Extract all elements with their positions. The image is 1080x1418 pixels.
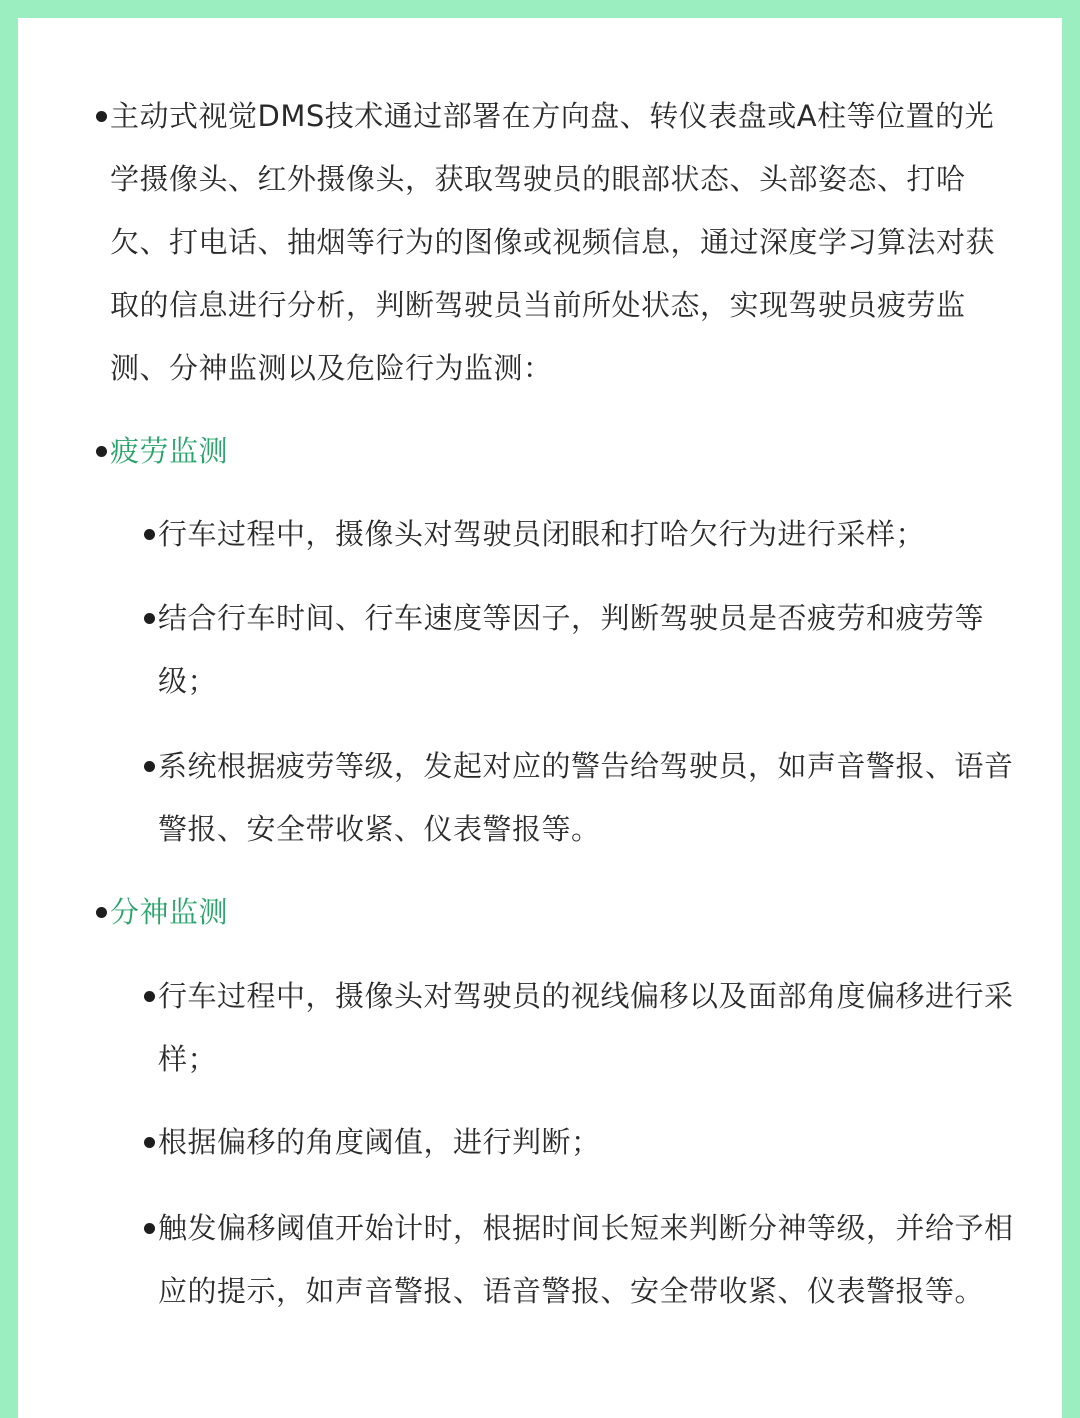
list-item — [158, 503, 1018, 566]
list-item-text: 行车过程中，摄像头对驾驶员闭眼和打哈欠行为进行采样； — [158, 517, 926, 551]
list-item-text: 行车过程中，摄像头对驾驶员的视线偏移以及面部角度偏移进行采样； — [158, 979, 1014, 1076]
bullet-dot — [144, 1223, 155, 1234]
section-heading-distraction — [110, 881, 1020, 944]
bullet-dot — [96, 907, 107, 918]
list-item-text: 根据偏移的角度阈值，进行判断； — [158, 1125, 601, 1159]
bullet-dot — [144, 1137, 155, 1148]
list-item-text: 系统根据疲劳等级，发起对应的警告给驾驶员，如声音警报、语音警报、安全带收紧、仪表警报等。 — [158, 749, 1014, 846]
intro-bullet — [110, 85, 1020, 400]
bullet-dot — [144, 613, 155, 624]
list-item — [158, 587, 1018, 713]
bullet-dot — [96, 111, 107, 122]
list-item — [158, 735, 1018, 861]
heading-text: 分神监测 — [110, 895, 229, 929]
list-item-text: 结合行车时间、行车速度等因子，判断驾驶员是否疲劳和疲劳等级； — [158, 601, 985, 698]
list-item — [158, 965, 1018, 1091]
bullet-dot — [96, 446, 107, 457]
bullet-dot — [144, 529, 155, 540]
list-item — [158, 1111, 1018, 1174]
section-heading-fatigue — [110, 420, 1020, 483]
heading-text: 疲劳监测 — [110, 434, 229, 468]
intro-text: 主动式视觉DMS技术通过部署在方向盘、转仪表盘或A柱等位置的光学摄像头、红外摄像头，获取驾驶员的眼部状态、头部姿态、打哈欠、打电话、抽烟等行为的图像或视频信息，通过深度学习算法对获取的信息进行分析，判断驾驶员当前所处状态，实现驾驶员疲劳监测、分神监测以及危险行为监测： — [110, 99, 996, 385]
bullet-dot — [144, 991, 155, 1002]
content-card — [18, 18, 1062, 1418]
bullet-dot — [144, 761, 155, 772]
list-item-text: 触发偏移阈值开始计时，根据时间长短来判断分神等级，并给予相应的提示，如声音警报、语音警报、安全带收紧、仪表警报等。 — [158, 1211, 1014, 1308]
list-item — [158, 1197, 1018, 1323]
